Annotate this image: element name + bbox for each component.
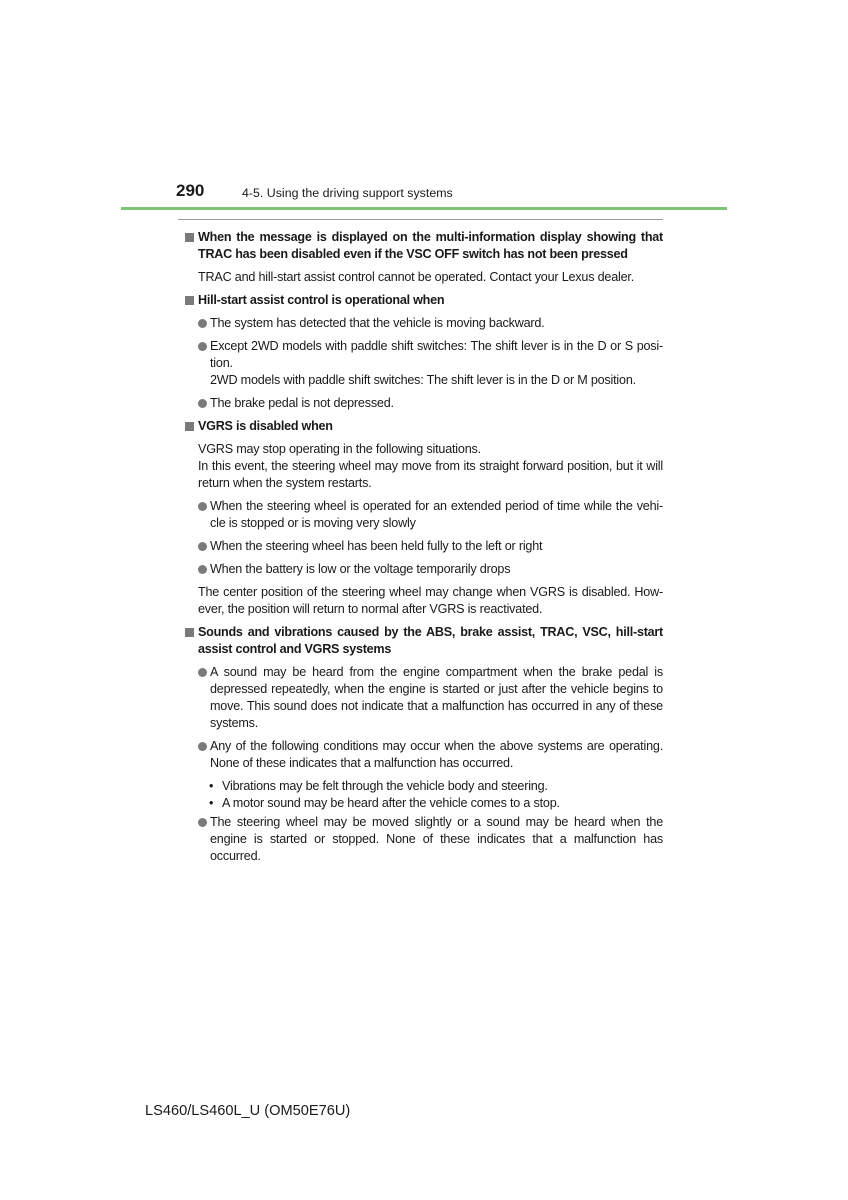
round-bullet-icon xyxy=(198,342,207,351)
paragraph xyxy=(185,584,663,618)
round-bullet-icon xyxy=(198,319,207,328)
square-bullet-icon xyxy=(185,628,194,637)
list-item-text: Except 2WD models with paddle shift switches: The shift lever is in the D or S posi-tion. xyxy=(210,339,663,370)
list-item-text: The brake pedal is not depressed. xyxy=(210,396,394,410)
list-item xyxy=(185,738,663,772)
list-item xyxy=(185,395,663,412)
section-heading xyxy=(185,624,663,658)
round-bullet-icon xyxy=(198,668,207,677)
paragraph xyxy=(185,269,663,286)
list-item-text: The system has detected that the vehicle is moving backward. xyxy=(210,316,545,330)
list-item xyxy=(185,814,663,865)
header-divider xyxy=(121,207,727,210)
square-bullet-icon xyxy=(185,296,194,305)
list-item xyxy=(185,538,663,555)
list-item-text: The steering wheel may be moved slightly or a sound may be heard when the engine is started or stopped. None of these indicates that a malfunction has occurred. xyxy=(210,815,663,863)
list-item-text: Any of the following conditions may occur when the above systems are operating. None of these indicates that a malfunction has occurred. xyxy=(210,739,663,770)
section-title: 4-5. Using the driving support systems xyxy=(242,186,453,200)
heading-text: Hill-start assist control is operational when xyxy=(198,293,445,307)
round-bullet-icon xyxy=(198,818,207,827)
round-bullet-icon xyxy=(198,565,207,574)
sub-list-item-text: A motor sound may be heard after the vehicle comes to a stop. xyxy=(222,796,560,810)
paragraph-text: In this event, the steering wheel may move from its straight forward position, but it will return when the system restarts. xyxy=(198,459,663,490)
footer-model-code: LS460/LS460L_U (OM50E76U) xyxy=(145,1103,351,1119)
paragraph xyxy=(185,441,663,492)
list-item-text: When the steering wheel is operated for an extended period of time while the vehi-cle is stopped or is moving very slowly xyxy=(210,499,663,530)
round-bullet-icon xyxy=(198,742,207,751)
sub-list-item xyxy=(185,778,663,795)
heading-text: When the message is displayed on the multi-information display showing that TRAC has been disabled even if the VSC OFF switch has not been pressed xyxy=(198,230,663,261)
sub-list-item-text: Vibrations may be felt through the vehicle body and steering. xyxy=(222,779,548,793)
section-heading xyxy=(185,418,663,435)
list-item-extra-text: 2WD models with paddle shift switches: The shift lever is in the D or M position. xyxy=(210,373,636,387)
small-bullet-icon: • xyxy=(209,779,214,793)
sub-list-item xyxy=(185,795,663,812)
list-item-text: A sound may be heard from the engine compartment when the brake pedal is depressed repeatedly, when the engine is started or just after the vehicle begins to move. This sound does not indicate that a malfunction has occurred in any of these systems. xyxy=(210,665,663,730)
content-divider xyxy=(178,219,663,220)
paragraph-text: The center position of the steering wheel may change when VGRS is disabled. How-ever, the position will return to normal after VGRS is reactivated. xyxy=(198,585,663,616)
round-bullet-icon xyxy=(198,399,207,408)
round-bullet-icon xyxy=(198,502,207,511)
list-item xyxy=(185,338,663,389)
small-bullet-icon: • xyxy=(209,796,214,810)
heading-text: Sounds and vibrations caused by the ABS, brake assist, TRAC, VSC, hill-start assist control and VGRS systems xyxy=(198,625,663,656)
list-item-text: When the battery is low or the voltage temporarily drops xyxy=(210,562,511,576)
list-item xyxy=(185,561,663,578)
section-heading xyxy=(185,292,663,309)
list-item xyxy=(185,498,663,532)
heading-text: VGRS is disabled when xyxy=(198,419,333,433)
list-item xyxy=(185,315,663,332)
list-item xyxy=(185,664,663,732)
section-heading xyxy=(185,229,663,263)
round-bullet-icon xyxy=(198,542,207,551)
page-content xyxy=(185,229,663,865)
square-bullet-icon xyxy=(185,422,194,431)
list-item-text: When the steering wheel has been held fully to the left or right xyxy=(210,539,543,553)
square-bullet-icon xyxy=(185,233,194,242)
paragraph-text: VGRS may stop operating in the following situations. xyxy=(198,442,481,456)
paragraph-text: TRAC and hill-start assist control cannot be operated. Contact your Lexus dealer. xyxy=(198,270,635,284)
page-number: 290 xyxy=(176,181,205,200)
